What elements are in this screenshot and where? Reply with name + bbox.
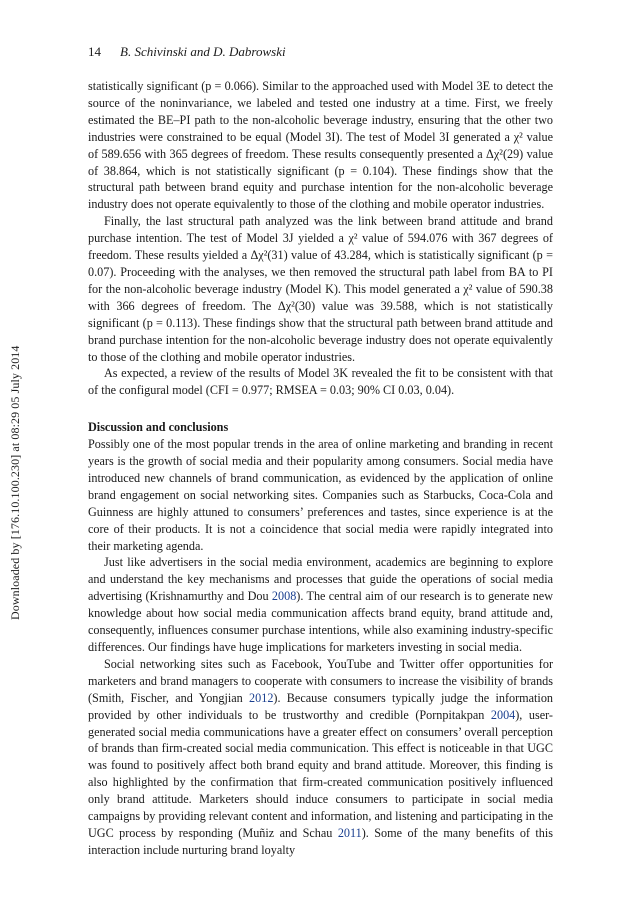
citation-year-link[interactable]: 2008 xyxy=(271,589,297,604)
section-heading: Discussion and conclusions xyxy=(88,420,229,435)
paragraph-text: Just like advertisers in the social media environment, academics are beginning to explore and understand the key mechanisms and processes that guide the operations of social media advertising (Krishnamurthy and Dou xyxy=(88,555,553,604)
paragraph-text: statistically significant (p = 0.066). Similar to the approached used with Model 3E to detect the source of the noninvariance, we labeled and tested one industry at a time. First, we freely estimated the BE–PI path to the non-alcoholic beverage industry, ensuring that the other two industries were constrained to be equal (Model 3I). The test of Model 3I generated a χ² value of 589.656 with 365 degrees of freedom. These results consequently presented a Δχ²(29) value of 38.864, which is not statistically significant (p = 0.104). These findings show that the structural path between brand equity and purchase intention for the non-alcoholic beverage industry does not operate equivalently to those of the clothing and mobile operator industries. xyxy=(88,79,553,212)
citation-year-link[interactable]: 2011 xyxy=(337,825,362,840)
page-number: 14 xyxy=(88,44,101,59)
running-head: B. Schivinski and D. Dabrowski xyxy=(120,44,286,59)
paragraph-text: ). Some of the many benefits of this interaction include nurturing brand loyalty xyxy=(88,825,553,857)
article-body xyxy=(88,78,553,859)
paragraph xyxy=(88,78,553,213)
download-note-text: Downloaded by [176.10.100.230] at 08:29 05 July 2014 xyxy=(8,345,22,620)
paragraph-text: As expected, a review of the results of Model 3K revealed the fit to be consistent with that of the configural model (CFI = 0.977; RMSEA = 0.03; 90% CI 0.03, 0.04). xyxy=(88,366,553,398)
page-header xyxy=(88,44,554,60)
paragraph xyxy=(88,436,553,554)
paragraph xyxy=(88,656,553,859)
paragraph xyxy=(88,365,553,399)
paragraph xyxy=(88,213,553,365)
paragraph-text: Possibly one of the most popular trends in the area of online marketing and branding in recent years is the growth of social media and their popularity among consumers. Social media have introduced new channels of brand communication, as evidenced by the application of online brand engagement on social networking sites. Companies such as Starbucks, Coca-Cola and Guinness are highly attuned to consumers’ preferences and tastes, since experience is at the core of their products. It is not a coincidence that social media were rapidly integrated into their marketing agenda. xyxy=(88,437,553,553)
paragraph-text: ). Because consumers typically judge the information provided by other individuals to be trustworthy and credible (Pornpitakpan xyxy=(88,690,554,722)
paragraph xyxy=(88,554,553,655)
paragraph-text: ), user-generated social media communications have a greater effect on consumers’ overall perception of brands than firm-created social media communication. This effect is noticeable in that UGC was found to positively affect both brand equity and brand attitude. Moreover, this finding is also highlighted by the confirmation that firm-created communication positively influenced only brand attitude. Marketers should induce consumers to participate in social media campaigns by providing relevant content and information, and listening and participating in the UGC process by responding (Muñiz and Schau xyxy=(88,707,553,840)
citation-year-link[interactable]: 2004 xyxy=(490,707,516,722)
paragraph-text: ). The central aim of our research is to generate new knowledge about how social media communication affects brand equity, brand attitude and, consequently, influences consumer purchase intentions, while also examining industry-specific differences. Our findings have huge implications for marketers investing in social media. xyxy=(88,589,553,654)
results-paragraphs xyxy=(88,78,553,399)
section-gap xyxy=(88,399,553,419)
paragraph-text: Finally, the last structural path analyzed was the link between brand attitude and brand purchase intention. The test of Model 3J yielded a χ² value of 594.076 with 367 degrees of freedom. These results yielded a Δχ²(31) value of 43.284, which is statistically significant (p = 0.07). Proceeding with the analyses, we then removed the structural path label from BA to PI for the non-alcoholic beverage industry (Model K). This model generated a χ² value of 590.38 with 366 degrees of freedom. The Δχ²(30) value was 39.588, which is not statistically significant (p = 0.113). These findings show that the structural path between brand attitude and brand purchase intention for the non-alcoholic beverage industry does not operate equivalently to those of the clothing and mobile operator industries. xyxy=(88,214,553,364)
discussion-paragraphs xyxy=(88,436,553,859)
paragraph-text: Social networking sites such as Facebook, YouTube and Twitter offer opportunities for marketers and brand managers to cooperate with consumers to increase the visibility of brands (Smith, Fischer, and Yongjian xyxy=(88,656,553,705)
citation-year-link[interactable]: 2012 xyxy=(249,690,274,705)
download-watermark xyxy=(6,60,30,620)
